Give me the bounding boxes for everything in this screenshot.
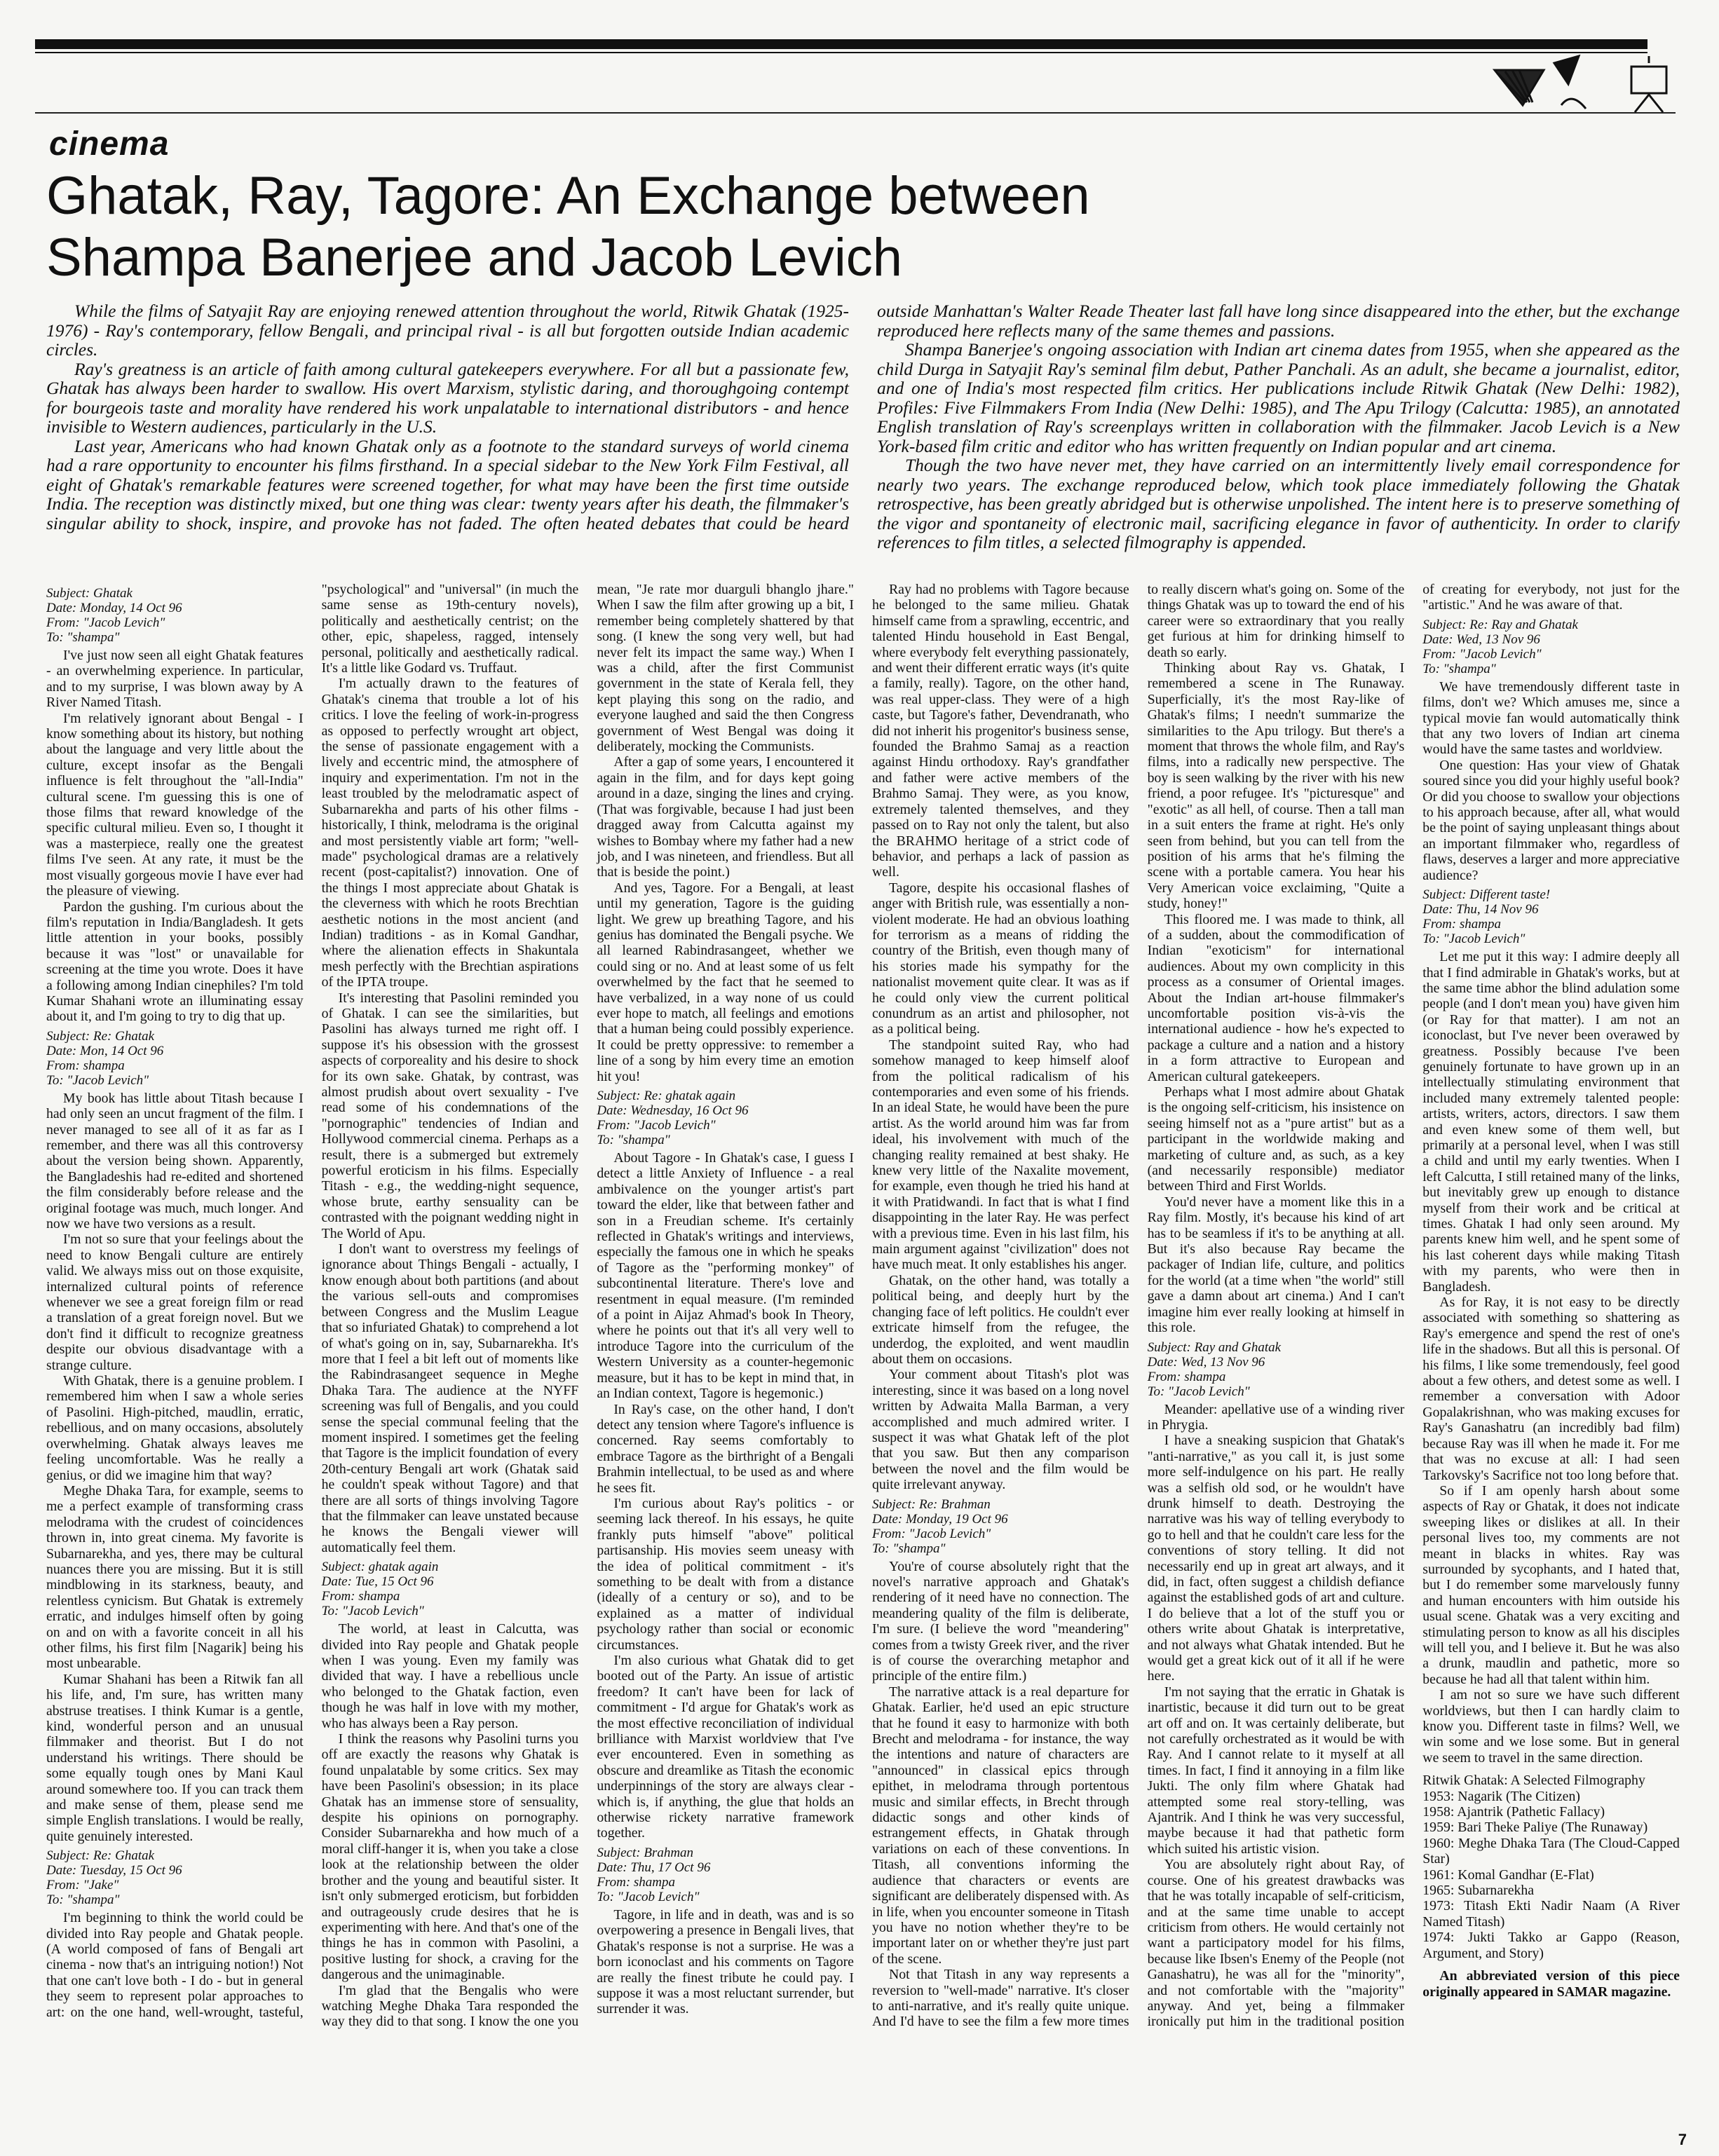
email-date: Date: Monday, 14 Oct 96 bbox=[46, 601, 182, 615]
email-paragraph: And yes, Tagore. For a Bengali, at least until my generation, Tagore is the guiding light. We grew up breathing Tagore, and his genius has dominated the Bengali psyche. We all learned Rabindrasangeet, whether we could sing or no. And at least some of us felt overwhelmed by the fact that he seemed to have verbalized, in a way none of us could ever hope to match, all feelings and emotions that a human being could possibly experience. It could be pretty oppressive: to remember a line of a song by him every time an emotion hit you! bbox=[597, 880, 854, 1084]
email-subject: Subject: Re: Ghatak bbox=[46, 1848, 155, 1864]
email-to: To: "Jacob Levich" bbox=[1422, 932, 1526, 947]
email-paragraph: Pardon the gushing. I'm curious about the film's reputation in India/Bangladesh. It gets little attention in your books, possibly because it was "lost" or unavailable for screening at the time you wrote. Does it have a following among Indian cinephiles? I'm told Kumar Shahani wrote an illuminating essay about it, and I'm going to try to dig that up. bbox=[46, 899, 304, 1025]
email-date: Date: Thu, 17 Oct 96 bbox=[597, 1860, 711, 1875]
email-date: Date: Thu, 14 Nov 96 bbox=[1422, 902, 1539, 917]
intro-paragraph: Though the two have never met, they have carried on an intermittently lively email correspondence for nearly two years. The exchange reproduced below, which took place immediately following the Ghatak retrospective, has been greatly abridged but is otherwise unpolished. The intent here is to preserve something of the vigor and spontaneity of electronic mail, sacrificing elegance in favor of authenticity. In order to clarify references to film titles, a selected filmography is appended. bbox=[877, 455, 1680, 552]
filmography-item: 1960: Meghe Dhaka Tara (The Cloud-Capped Star) bbox=[1422, 1835, 1680, 1867]
email-paragraph: I'm curious about Ray's politics - or seeming lack thereof. In his essays, he quite frankly puts himself "above" political partisanship. His movies seem uneasy with the idea of political commitment - it's something to be dealt with from a distance (ideally of a century or so), and to be explained as a matter of individual psychology rather than social or economic circumstances. bbox=[597, 1495, 854, 1653]
email-from: From: shampa bbox=[46, 1058, 125, 1073]
filmography-item: 1959: Bari Theke Paliye (The Runaway) bbox=[1422, 1820, 1648, 1836]
email-paragraph: So if I am openly harsh about some aspects of Ray or Ghatak, it does not indicate sweeping likes or dislikes at all. In their personal lives too, my comments are not meant in blacks in whites. Ray was surrounded by sycophants, and I hated that, but I do remember some marvelously funny and human encounters with him outside his usual scene. Ghatak was a very exciting and stimulating person to know as all his disciples will tell you, and I believe it. But he was also a drunk, maudlin and pathetic, more so because he had all that talent within him. bbox=[1422, 1482, 1680, 1687]
filmography-item: 1961: Komal Gandhar (E-Flat) bbox=[1422, 1867, 1594, 1883]
intro-paragraph: While the films of Satyajit Ray are enjoying renewed attention throughout the world, Ritwik Ghatak (1925-1976) - Ray's contemporary, fellow Bengali, and principal rival - is all but forgotten outside Indian academic circles. bbox=[46, 301, 849, 360]
email-subject: Subject: ghatak again bbox=[321, 1560, 439, 1575]
email-paragraph: I'm beginning to think the world could be divided into Ray people and Ghatak people. (A world composed of fans of Bengali art cinema - now that's an intriguing notion!) Not that one can't love both - I do - but in general they seem to represent polar approaches to art: on the one hand, well-wrought, tasteful, "psychological" and "universal" (in much the same sense as 19th-century novels), politically and aesthetically centrist; on the other, epic, shapeless, ragged, intensely personal, politically and aesthetically radical. It's a little like Godard vs. Truffaut. bbox=[46, 582, 579, 2020]
email-paragraph: The world, at least in Calcutta, was divided into Ray people and Ghatak people when I was young. Even my family was divided that way. I have a rebellious uncle who belonged to the Ghatak faction, even though he was half in love with my mother, who has always been a Ray person. bbox=[321, 1621, 579, 1731]
email-header bbox=[872, 1497, 1129, 1556]
email-paragraph: The standpoint suited Ray, who had somehow managed to keep himself aloof from the political radicalism of his contemporaries and even some of his friends. In an ideal State, he would have been the pure artist. As the world around him was far from ideal, his involvement with much of the changing reality remained at best shaky. He knew very little of the Naxalite movement, for example, even though he tried his hand at it with Pratidwandi. In fact that is what I find disappointing in the later Ray. He was perfect with a previous time. Even in his last film, his main argument against "civilization" does not have much meat. It only establishes his anger. bbox=[871, 1037, 1129, 1273]
email-paragraph: You are absolutely right about Ray, of course. One of his greatest drawbacks was that he was totally incapable of self-criticism, and at the same time unable to accept criticism from others. He would certainly not want a participatory model for his films, because like Ibsen's Enemy of the People (not Ganashatru), he was all for the "minority", and not comfortable with the "majority" anyway. And yet, being a filmmaker ironically put him in the traditional position of creating for everybody, not just for the "artistic." And he was aware of that. bbox=[1147, 582, 1680, 2030]
email-header bbox=[1422, 887, 1680, 946]
article-footnote: An abbreviated version of this piece originally appeared in SAMAR magazine. bbox=[1422, 1968, 1680, 2000]
email-to: To: "shampa" bbox=[46, 630, 120, 645]
header-underline bbox=[35, 112, 1676, 114]
email-date: Date: Wednesday, 16 Oct 96 bbox=[597, 1103, 749, 1118]
intro-paragraph: Last year, Americans who had known Ghatak only as a footnote to the standard surveys of world cinema had a rare opportunity to encounter his films firsthand. In a special sidebar to the New York Film Festival, all eight of Ghatak's remarkable features were screened together, for what may have been the first time outside India. The reception was distinctly mixed, but one thing was clear: twenty years after his death, the filmmaker's singular ability to shock, inspire, and provoke has not faded. The often heated debates that could be heard outside Manhattan's Walter Reade Theater last fall have long since disappeared into the ether, but the exchange reproduced here reflects many of the same themes and passions. bbox=[46, 301, 1680, 533]
email-header bbox=[1422, 618, 1680, 676]
email-paragraph: One question: Has your view of Ghatak soured since you did your highly useful book? Or did you choose to swallow your objections to his approach because, after all, what would be the point of saying unpleasant things about an important filmmaker who, regardless of flaws, deserves a larger and more appreciative audience? bbox=[1422, 757, 1680, 883]
email-paragraph: Perhaps what I most admire about Ghatak is the ongoing self-criticism, his insistence on seeing himself not as a "pure artist" but as a participant in the worldwide making and marketing of culture and, as such, as a key (and necessarily responsible) mediator between Third and First Worlds. bbox=[1147, 1084, 1405, 1194]
email-to: To: "shampa" bbox=[871, 1541, 946, 1556]
email-header bbox=[46, 1848, 304, 1907]
email-paragraph: My book has little about Titash because I had only seen an uncut fragment of the film. I never managed to see all of it as far as I remember, and there was all this controversy about the version being shown. Apparently, the Bangladeshis had re-edited and shortened the film considerably before release and the original footage was much, much longer. And now we have two versions as a result. bbox=[46, 1090, 304, 1231]
filmography-item: 1965: Subarnarekha bbox=[1422, 1883, 1535, 1899]
email-paragraph: You'd never have a moment like this in a Ray film. Mostly, it's because his kind of art has to be seamless if it's to be anything at all. But it's also because Ray became the packager of Indian life, culture, and politics for the world (at a time when "the world" still gave a damn about art cinema.) And I can't imagine him ever really looking at himself in this role. bbox=[1147, 1194, 1405, 1336]
email-paragraph: I'm glad that the Bengalis who were watching Meghe Dhaka Tara responded the way they did to that song. I know the one you mean, "Je rate mor duarguli bhanglo jhare." When I saw the film after growing up a bit, I remember being completely shattered by that song. (I knew the song very well, but had never felt its impact the same way.) When I was a child, after the first Communist government in the state of Kerala fell, they kept playing this song on the radio, and everyone laughed and said the then Congress government of West Bengal was doing it deliberately, mocking the Communists. bbox=[321, 582, 854, 2030]
arts-decoration-icon bbox=[1481, 42, 1691, 126]
email-header bbox=[1148, 1340, 1405, 1399]
header-rule-thin bbox=[35, 52, 1647, 53]
email-paragraph: You're of course absolutely right that the novel's narrative approach and Ghatak's rendering of it need have no connection. The meandering quality of the film is deliberate, I'm sure. (I believe the word "meandering" comes from a twisty Greek river, and the river is of course the overarching metaphor and principle of the entire film.) bbox=[871, 1558, 1129, 1684]
email-from: From: shampa bbox=[321, 1589, 400, 1604]
email-paragraph: I'm not so sure that your feelings about the need to know Bengali culture are entirely valid. We always miss out on those exquisite, internalized cultural points of reference whenever we see a great foreign film or read a translation of a great foreign novel. But we don't find it difficult to recognize greatness despite our obvious disadvantage with a strange culture. bbox=[46, 1231, 304, 1373]
email-date: Date: Monday, 19 Oct 96 bbox=[871, 1511, 1008, 1527]
email-paragraph: About Tagore - In Ghatak's case, I guess I detect a little Anxiety of Influence - a real ambivalence on the younger artist's part toward the elder, like that between father and son in a Freudian scheme. It's certainly reflected in Ghatak's writings and interviews, especially the famous one in which he speaks of Tagore as the "performing monkey" of subcontinental literature. There's love and resentment in equal measure. (I'm reminded of a point in Aijaz Ahmad's book In Theory, where he points out that it's all very well to introduce Tagore into the curriculum of the Western University as a counter-hegemonic measure, but it has to be kept in mind that, in an Indian context, Tagore is hegemonic.) bbox=[597, 1150, 854, 1402]
intro-paragraph: Ray's greatness is an article of faith among cultural gatekeepers everywhere. For all but a passionate few, Ghatak has always been harder to swallow. His overt Marxism, stylistic daring, and thoroughgoing contempt for bourgeois taste and morality have rendered his work unpalatable to international distributors - and hence invisible to Western audiences, particularly in the U.S. bbox=[46, 358, 849, 437]
email-paragraph: I am not so sure we have such different worldviews, but then I can hardly claim to know you. Different taste in films? Well, we win some and we lose some. But in general we seem to travel in the same direction. bbox=[1422, 1687, 1680, 1766]
email-date: Date: Wed, 13 Nov 96 bbox=[1147, 1354, 1265, 1370]
section-label: cinema bbox=[49, 125, 170, 163]
email-to: To: "Jacob Levich" bbox=[46, 1072, 149, 1088]
email-from: From: "Jake" bbox=[46, 1878, 119, 1893]
email-paragraph: I have a sneaking suspicion that Ghatak's "anti-narrative," as you call it, is just some more self-indulgence on his part. He really was a selfish old sod, or he wouldn't have drunk himself to death. Destroying the narrative was his way of telling everybody to go to hell and that he couldn't care less for the conventions of story telling. It did not necessarily end up in great art always, and it did, in fact, often suggest a childish defiance against the established gods of art and culture. I do believe that a lot of the stuff you or others write about Ghatak is interpretative, and not always what Ghatak intended. But he would get a great kick out of it all if he were here. bbox=[1147, 1433, 1405, 1684]
email-header bbox=[46, 1029, 304, 1088]
email-paragraph: Kumar Shahani has been a Ritwik fan all his life, and, I'm sure, has written many abstruse treatises. I think Kumar is a gentle, kind, wonderful person and an unusual filmmaker and theorist. But I do not understand his writings. There should be some equally tough ones by Mani Kaul around somewhere too. If you can track them and make sense of them, please send me simple English translations. I would be really, quite genuinely interested. bbox=[46, 1671, 304, 1844]
email-paragraph: The narrative attack is a real departure for Ghatak. Earlier, he'd used an epic structure that he found it easy to harmonize with both Brecht and melodrama - for instance, the way the intentions and nature of characters are "announced" in classical epics through epithet, in melodrama through portentous music and similar effects, in Brecht through didactic songs and other kinds of estrangement effects, in Ghatak through variations on each of these conventions. In Titash, all conventions informing the audience that characters or events are significant are deliberately dispensed with. As in life, when you encounter someone in Titash you have no notion whether they're to be important later on or whether they're just part of the scene. bbox=[871, 1684, 1129, 1967]
filmography-item: 1973: Titash Ekti Nadir Naam (A River Named Titash) bbox=[1422, 1898, 1680, 1930]
email-paragraph: I don't want to overstress my feelings of ignorance about Things Bengali - actually, I know enough about both partitions (and about the various sell-outs and compromises between Congress and the Muslim League that so infuriated Ghatak) to comprehend a lot of what's going on in, say, Subarnarekha. It's more that I feel a bit left out of moments like the Rabindrasangeet sequence in Meghe Dhaka Tara. The audience at the NYFF screening was full of Bengalis, and you could sense the special communal feeling that the moment inspired. I sometimes get the feeling that Tagore is the implicit foundation of every 20th-century Bengali art work (Ghatak said he couldn't speak without Tagore) and that there are all sorts of things involving Tagore that the filmmaker can leave unstated because he knows the Bengali viewer will automatically feel them. bbox=[321, 1241, 579, 1555]
email-to: To: "Jacob Levich" bbox=[321, 1604, 424, 1619]
email-paragraph: In Ray's case, on the other hand, I don't detect any tension where Tagore's influence is concerned. Ray seems comfortably to embrace Tagore as the birthright of a Bengali Brahmin intellectual, to be used as and where he sees fit. bbox=[597, 1401, 854, 1496]
email-subject: Subject: Re: ghatak again bbox=[597, 1089, 736, 1103]
email-from: From: shampa bbox=[1147, 1369, 1226, 1384]
email-paragraph: As for Ray, it is not easy to be directly associated with something so shattering as Ray's emergence and spend the rest of one's life in the shadows. But all this is personal. Of his films, I like some tremendously, feel good about a few others, and detest some as well. I remember a conversation with Adoor Gopalakrishnan, who was making excuses for Ray's Ganashatru (an incredibly bad film) because Ray was ill when he made it. For me that was no excuse at all: I had seen Tarkovsky's Sacrifice not too long before that. bbox=[1422, 1295, 1680, 1483]
filmography-item: 1953: Nagarik (The Citizen) bbox=[1422, 1788, 1580, 1804]
email-subject: Subject: Re: Brahman bbox=[871, 1496, 991, 1512]
email-from: From: "Jacob Levich" bbox=[597, 1118, 716, 1133]
email-paragraph: Tagore, in life and in death, was and is so overpowering a presence in Bengali lives, that Ghatak's response is not a surprise. He was a born iconoclast and his comments on Tagore are really the finest tribute he could pay. I suppose it was a most reluctant surrender, but surrender it was. bbox=[597, 1906, 854, 2017]
filmography-title: Ritwik Ghatak: A Selected Filmography bbox=[1422, 1773, 1645, 1789]
filmography-item: 1974: Jukti Takko ar Gappo (Reason, Argument, and Story) bbox=[1422, 1930, 1680, 1961]
email-paragraph: I've just now seen all eight Ghatak features - an overwhelming experience. In particular, and to my surprise, I was blown away by A River Named Titash. bbox=[46, 648, 304, 711]
email-to: To: "shampa" bbox=[1422, 661, 1496, 676]
email-paragraph: This floored me. I was made to think, all of a sudden, about the commodification of Indian "exoticism" for international audiences. About my own complicity in this process as a consumer of Oriental images. About the Indian art-house filmmaker's uncomfortable position vis-à-vis the international audience - how he's expected to package a culture and a nation and a history in a form attractive to European and American cultural gatekeepers. bbox=[1147, 911, 1405, 1084]
email-header bbox=[597, 1845, 854, 1904]
email-paragraph: I'm also curious what Ghatak did to get booted out of the Party. An issue of artistic freedom? It can't have been for lack of commitment - I'd argue for Ghatak's work as the most effective reconciliation of individual brilliance with Marxist worldview that I've ever encountered. Even in something as obscure and dreamlike as Titash the economic underpinnings of the story are always clear - which is, if anything, the glue that holds an otherwise rickety narrative framework together. bbox=[597, 1653, 854, 1841]
email-subject: Subject: Ghatak bbox=[46, 586, 133, 601]
email-paragraph: Not that Titash in any way represents a reversion to "well-made" narrative. It's closer to anti-narrative, and it's really quite unique. And I'd have to see the film a few more times to really discern what's going on. Some of the things Ghatak was up to toward the end of his career were so extraordinary that you really get furious at him for drinking himself to death so early. bbox=[871, 582, 1405, 2030]
email-from: From: "Jacob Levich" bbox=[871, 1526, 991, 1541]
filmography-item: 1958: Ajantrik (Pathetic Fallacy) bbox=[1422, 1804, 1605, 1820]
email-to: To: "Jacob Levich" bbox=[597, 1889, 700, 1904]
email-paragraph: Ghatak, on the other hand, was totally a political being, and deeply hurt by the changing face of left politics. He couldn't ever extricate himself from the refugee, the underdog, the exploited, and went maudlin about them on occasions. bbox=[871, 1272, 1129, 1367]
email-subject: Subject: Re: Ray and Ghatak bbox=[1422, 617, 1578, 632]
email-from: From: "Jacob Levich" bbox=[1422, 646, 1542, 662]
email-paragraph: We have tremendously different taste in films, don't we? Which amuses me, since a typical movie fan would automatically think that any two lovers of Indian art cinema would have the same tastes and worldview. bbox=[1422, 678, 1680, 758]
header-rule-thick bbox=[35, 39, 1647, 49]
email-paragraph: Your comment about Titash's plot was interesting, since it was based on a long novel written by Adwaita Malla Barman, a very accomplished and much admired writer. I suspect it was what Ghatak left of the plot that you saw. But then any comparison between the novel and the film would be quite irrelevant anyway. bbox=[871, 1367, 1129, 1493]
email-from: From: shampa bbox=[1422, 917, 1501, 932]
article-intro bbox=[46, 301, 1680, 568]
email-date: Date: Mon, 14 Oct 96 bbox=[46, 1043, 164, 1058]
email-paragraph: After a gap of some years, I encountered it again in the film, and for days kept going around in a daze, singing the lines and crying. (That was forgivable, because I had just been dragged away from Calcutta against my wishes to Bombay where my father had a new job, and I was nineteen, and friendless. But all that is beside the point.) bbox=[597, 754, 854, 880]
intro-paragraph: Shampa Banerjee's ongoing association with Indian art cinema dates from 1955, when she appeared as the child Durga in Satyajit Ray's seminal film debut, Pather Panchali. As an adult, she became a journalist, editor, and one of India's most respected film critics. Her publications include Ritwik Ghatak (New Delhi: 1982), Profiles: Five Filmmakers From India (New Delhi: 1985), and The Apu Trilogy (Calcutta: 1985), an annotated English translation of Ray's screenplays written in collaboration with the filmmaker. Jacob Levich is a New York-based film critic and editor who has written frequently on Indian popular and art cinema. bbox=[877, 339, 1680, 456]
email-paragraph: Tagore, despite his occasional flashes of anger with British rule, was essentially a non-violent moderate. He had an obvious loathing for terrorism as a means of ridding the country of the British, even though many of his stories made his sympathy for the nationalist movement quite clear. It was as if he could only view the current political conundrum as an artist and philosopher, not as a political being. bbox=[871, 880, 1129, 1037]
email-paragraph: Let me put it this way: I admire deeply all that I find admirable in Ghatak's works, but at the same time abhor the blind adulation some people (and I don't mean you) have given him (or Ray for that matter). I am not an iconoclast, but I've never been overawed by greatness. Possibly because I've been genuinely fortunate to have grown up in an intellectually stimulating environment that included many extremely talented people: artists, writers, actors, directors. I saw them and even knew some of them well, but primarily at a personal level, when I was still a child and until my early twenties. When I left Calcutta, I still retained many of the links, but inevitably grew up enough to distance myself from their work and be critical at times. Ghatak I had only seen around. My parents knew him well, and he spent some of his last coherent days while making Titash with my parents, who were then in Bangladesh. bbox=[1422, 949, 1680, 1295]
email-paragraph: I'm not saying that the erratic in Ghatak is inartistic, because it did turn out to be great art off and on. It was certainly deliberate, but not carefully orchestrated as it would be with Ray. And I cannot relate to it myself at all times. In fact, I find it annoying in a film like Jukti. The only film where Ghatak had attempted some real story-telling, was Ajantrik. And I think he was very successful, maybe because it had that pathetic form which suited his artistic vision. bbox=[1147, 1684, 1405, 1857]
email-date: Date: Tue, 15 Oct 96 bbox=[321, 1574, 434, 1590]
email-to: To: "shampa" bbox=[46, 1892, 120, 1908]
email-header bbox=[597, 1089, 854, 1147]
email-paragraph: I'm actually drawn to the features of Ghatak's cinema that trouble a lot of his critics. I love the feeling of work-in-progress as opposed to perfectly wrought art object, the sense of passionate engagement with a lively and eccentric mind, the atmosphere of inquiry and experimentation. I'm not in the least troubled by the melodramatic aspect of Subarnarekha and parts of his other films - historically, I think, melodrama is the original and most persistently viable art form; "well-made" psychological dramas are a relatively recent (post-capitalist?) innovation. One of the things I most appreciate about Ghatak is the cleverness with which he roots Brechtian aesthetic notions in the most ancient (and Indian) traditions - as in Komal Gandhar, where the alienation effects in Shakuntala mesh perfectly with the Brechtian aspirations of the IPTA troupe. bbox=[321, 676, 579, 990]
email-paragraph: It's interesting that Pasolini reminded you of Ghatak. I can see the similarities, but Pasolini has always turned me right off. I suppose it's his obsession with the grossest aspects of corporeality and his desire to shock for its own sake. Ghatak, by contrast, was almost prudish about overt sexuality - I've read some of his condemnations of the "pornographic" tendencies of Indian and Hollywood commercial cinema. Perhaps as a result, there is a submerged but extremely powerful eroticism in his films. Especially Titash - e.g., the wedding-night sequence, whose brute, earthy sensuality can be contrasted with the poignant wedding night in The World of Apu. bbox=[321, 990, 579, 1241]
email-paragraph: I think the reasons why Pasolini turns you off are exactly the reasons why Ghatak is found unpalatable by some critics. Sex may have been Pasolini's obsession; in its place Ghatak has an immense store of sensuality, despite his opinions on pornography. Consider Subarnarekha and how much of a moral cliff-hanger it is, when you take a close look at the relationship between the older brother and the young and beautiful sister. It isn't only submerged eroticism, but forbidden and outrageously crude desires that he is experimenting with here. And that's one of the things he has in common with Pasolini, a positive lusting for shock, a craving for the dangerous and the unimaginable. bbox=[321, 1731, 579, 1983]
email-to: To: "shampa" bbox=[597, 1133, 670, 1147]
email-to: To: "Jacob Levich" bbox=[1147, 1384, 1250, 1399]
email-subject: Subject: Brahman bbox=[597, 1845, 694, 1860]
email-subject: Subject: Re: Ghatak bbox=[46, 1028, 155, 1044]
email-subject: Subject: Different taste! bbox=[1422, 887, 1551, 903]
email-from: From: "Jacob Levich" bbox=[46, 615, 165, 630]
email-header bbox=[46, 586, 304, 645]
email-paragraph: With Ghatak, there is a genuine problem. I remembered him when I saw a whole series of Pasolini. High-pitched, maudlin, erratic, rebellious, and on many occasions, absolutely overwhelming. Ghatak always leaves me feeling uncomfortable. Was he really a genius, or did we imagine him that way? bbox=[46, 1373, 304, 1483]
article-headline: Ghatak, Ray, Tagore: An Exchange between Shampa Banerjee and Jacob Levich bbox=[46, 166, 1090, 287]
email-paragraph: Ray had no problems with Tagore because he belonged to the same milieu. Ghatak himself came from a sprawling, eccentric, and talented Hindu household in East Bengal, where everybody felt everything passionately, and went their different erratic ways (it's quite a family, really). Tagore, on the other hand, was real upper-class. They were of a high caste, but Tagore's father, Devendranath, who did not inherit his progenitor's business sense, founded the Brahmo Samaj as a reaction against Hindu orthodoxy. Ray's grandfather and father were active members of the Brahmo Samaj. They were, as you know, extremely talented themselves, and they passed on to Ray not only the talent, but also the BRAHMO heritage of a strict code of behavior, and perhaps a lack of passion as well. bbox=[871, 582, 1129, 880]
email-header bbox=[322, 1560, 579, 1618]
article-body bbox=[46, 582, 1680, 2124]
email-date: Date: Tuesday, 15 Oct 96 bbox=[46, 1863, 182, 1878]
email-paragraph: I'm relatively ignorant about Bengal - I know something about its history, but nothing about the language and very little about the culture, except insofar as the Bengali influence is felt throughout the "all-India" cultural scene. I'm guessing this is one of those films that reward knowledge of the specific cultural milieu. Even so, I thought it was a masterpiece, really one the greatest films I've seen. At any rate, it must be the most visually gorgeous movie I have ever had the pleasure of viewing. bbox=[46, 710, 304, 899]
page-number: 7 bbox=[1678, 2131, 1687, 2148]
email-subject: Subject: Ray and Ghatak bbox=[1147, 1339, 1282, 1355]
filmography bbox=[1422, 1773, 1680, 1961]
email-paragraph: Meander: apellative use of a winding river in Phrygia. bbox=[1147, 1401, 1405, 1433]
email-paragraph: Thinking about Ray vs. Ghatak, I remembered a scene in The Runaway. Superficially, it's the most Ray-like of Ghatak's films; I needn't summarize the similarities to the Apu trilogy. But there's a moment that throws the whole film, and Ray's films, into a radically new perspective. The boy is seen walking by the river with his new friend, a poor refugee. It's "picturesque" and "exotic" as all hell, of course. Then a tall man in a suit enters the frame at right. He's only seen from behind, but you can tell from the position of his arms that he's filming the scene with a portable camera. You hear his Very American voice exclaiming, "Quite a study, honey!" bbox=[1147, 660, 1405, 912]
email-from: From: shampa bbox=[597, 1874, 676, 1890]
email-date: Date: Wed, 13 Nov 96 bbox=[1422, 632, 1540, 647]
email-paragraph: Meghe Dhaka Tara, for example, seems to me a perfect example of transforming crass melodrama with the crudest of coincidences thrown in, into great cinema. My favorite is Subarnarekha, and yes, there may be cultural nuances there you are missing. But it is still mindblowing in its starkness, beauty, and relentless cynicism. But Ghatak is extremely erratic, and indulges himself often by going on and on with a favorite conceit in all his other films, his first film [Nagarik] being his most unbearable. bbox=[46, 1482, 304, 1672]
